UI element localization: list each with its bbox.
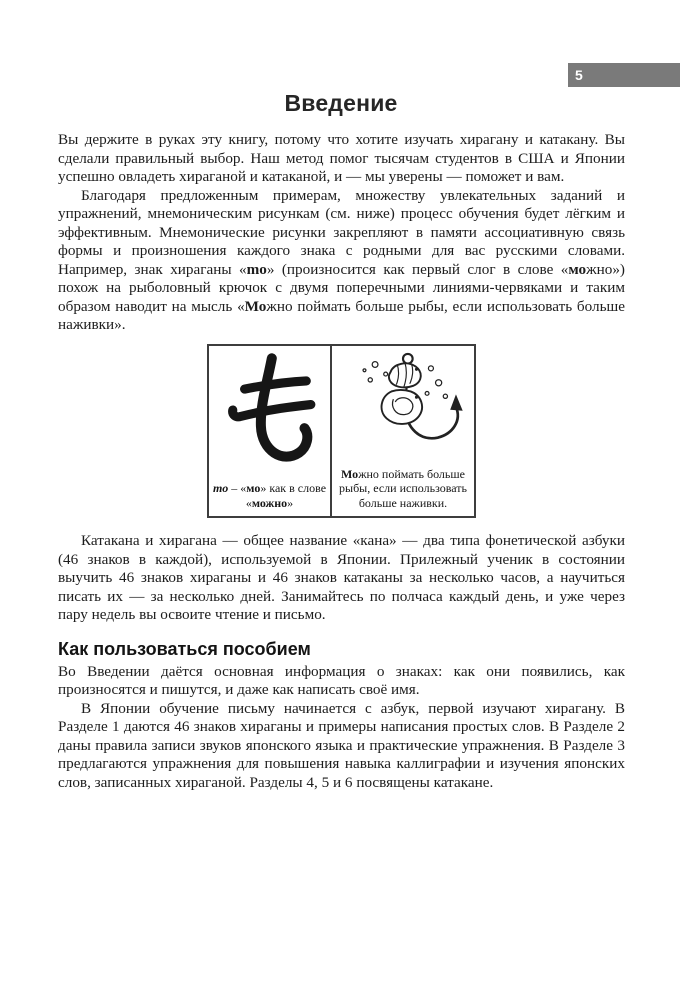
section-heading: Как пользоваться пособием xyxy=(58,638,311,659)
figure-cell-mo xyxy=(209,346,332,516)
paragraph-structure: В Японии обучение письму начинается с азбук, первой изучают хирагану. В Разделе 1 даются 46 знаков хираганы и примеры написания простых слов. В Разделе 2 даны правила записи звуков японского языка и практические упражнения. В Разделе 3 предлагаются упражнения для повышения навыка каллиграфии и изучения японских слов, записанных хираганой. Разделы 4, 5 и 6 посвящены катакане. xyxy=(58,699,625,792)
paragraph-mnemonic: Благодаря предложенным примерам, множеству увлекательных заданий и упражнений, мнемоническим рисункам (см. ниже) процесс обучения будет лёгким и эффективным. Мнемонические рисунки закрепляют в памяти ассоциативную связь формы и произношения каждого знака с родными для вас русскими словами. Например, знак хираганы «mo» (произносится как первый слог в слове «можно») похож на рыболовный крючок с двумя поперечными линиями-червяками и таким образом наводит на мысль «Можно поймать больше рыбы, если использовать больше наживки». xyxy=(58,186,625,334)
mnemonic-figure xyxy=(207,344,476,518)
figure-caption-mo: mo – «мо» как в слове «можно» xyxy=(212,481,327,510)
worms-on-fishhook-illustration xyxy=(335,351,471,455)
page-content xyxy=(58,131,625,793)
page-number-tab xyxy=(568,63,680,87)
page-title: Введение xyxy=(284,90,398,116)
hiragana-mo-glyph xyxy=(214,351,326,469)
figure-cell-hook xyxy=(332,346,474,516)
paragraph-intro: Вы держите в руках эту книгу, потому что хотите изучать хирагану и катакану. Вы сделали правильный выбор. Наш метод помог тысячам студентов в США и Японии успешно овладеть хираганой и катаканой, и — мы уверены — поможет и вам. xyxy=(58,131,625,186)
page-number: 5 xyxy=(575,67,583,83)
paragraph-kana-overview: Катакана и хирагана — общее название «кана» — два типа фонетической азбуки (46 знаков в каждой), используемой в Японии. Прилежный ученик в состоянии выучить 46 знаков хираганы и 46 знаков катаканы за несколько часов, а научиться писать их — за несколько дней. Занимайтесь по полчаса каждый день, и уже через пару недель вы освоите чтение и письмо. xyxy=(58,532,625,624)
paragraph-howto-intro: Во Введении даётся основная информация о знаках: как они появились, как произносятся и пишутся, и даже как написать своё имя. xyxy=(58,662,625,699)
figure-caption-hook: Можно поймать больше рыбы, если использовать больше наживки. xyxy=(339,466,467,510)
